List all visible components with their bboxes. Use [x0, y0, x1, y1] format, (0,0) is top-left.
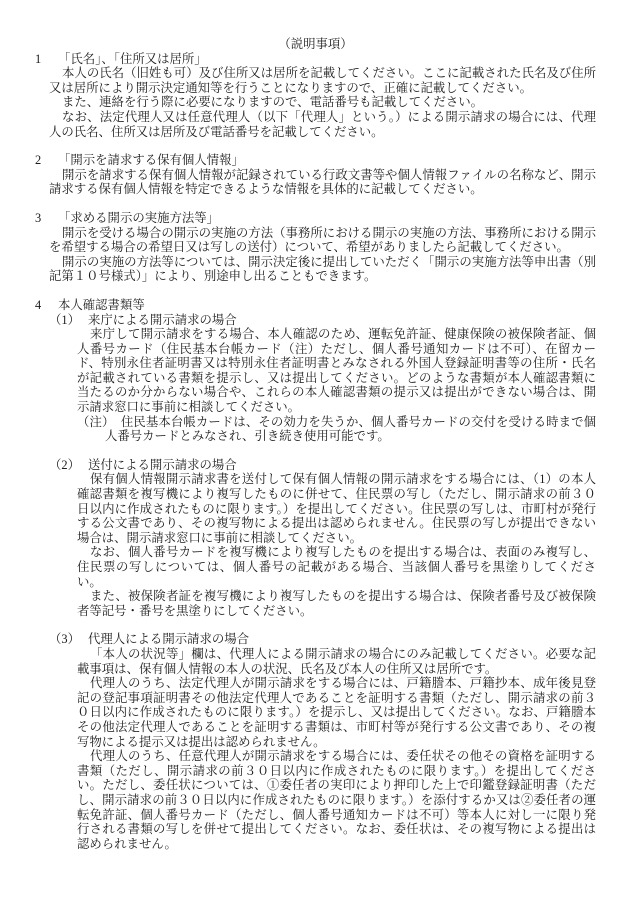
section-2: [35, 153, 596, 197]
doc-title: （説明事項）: [278, 37, 353, 51]
subsection-3: [35, 632, 596, 851]
subsection-2-heading-row: [49, 458, 596, 473]
section-3: [35, 211, 596, 284]
section-4-number: 4: [35, 297, 42, 312]
section-1-number: 1: [35, 51, 42, 66]
subsection-3-heading: 代理人による開示請求の場合: [87, 632, 250, 647]
subsection-3-paragraph: 代理人のうち、任意代理人が開示請求をする場合には、委任状その他その資格を証明する書類（ただし、開示請求の前３０日以内に作成されたものに限ります。）を提出してください。ただし、委任状については、①委任者の実印により押印した上で印鑑登録証明書（ただし、開示請求の前３０日以内に作成されたものに限ります。）を添付するか又は②委任者の運転免許証、個人番号カード（ただし、個人番号通知カードは不可）等本人に対し一に限り発行される書類の写しを併せて提出してください。なお、委任状は、その複写物による提出は認められません。: [77, 749, 596, 851]
section-4-heading-row: [35, 298, 596, 313]
subsection-1-paragraph: 来庁して開示請求をする場合、本人確認のため、運転免許証、健康保険の被保険者証、個人番号カード（住民基本台帳カード（注）ただし、個人番号通知カードは不可）、在留カード、特別永住者証明書又は特別永住者証明書とみなされる外国人登録証明書等の住所・氏名が記載されている書類を提示し、又は提出してください。どのような書類が本人確認書類に当たるのか分からない場合や、これらの本人確認書類の提示又は提出ができない場合は、開示請求窓口に事前に相談してください。: [77, 327, 596, 415]
section-1-paragraph: なお、法定代理人又は任意代理人（以下「代理人」という。）による開示請求の場合には、代理人の氏名、住所又は居所及び電話番号を記載してください。: [49, 109, 596, 139]
section-3-paragraph: 開示を受ける場合の開示の実施の方法（事務所における開示の実施の方法、事務所における開示を希望する場合の希望日又は写しの送付）について、希望がありましたら記載してください。: [49, 225, 596, 255]
subsection-3-paragraph: 代理人のうち、法定代理人が開示請求をする場合には、戸籍謄本、戸籍抄本、成年後見登記の登記事項証明書その他法定代理人であることを証明する書類（ただし、開示請求の前３０日以内に作成されたものに限ります。）を提示し、又は提出してください。なお、戸籍謄本その他法定代理人であることを証明する書類は、市町村等が発行する公文書であり、その複写物による提示又は提出は認められません。: [77, 676, 596, 749]
section-2-number: 2: [35, 153, 42, 168]
subsection-3-heading-row: [49, 632, 596, 647]
subsection-3-paragraph: 「本人の状況等」欄は、代理人による開示請求の場合にのみ記載してください。必要な記載事項は、保有個人情報の本人の状況、氏名及び本人の住所又は居所です。: [77, 646, 596, 676]
subsection-1-heading-row: [49, 313, 596, 328]
section-3-heading-row: [35, 211, 596, 226]
subsection-2-heading: 送付による開示請求の場合: [87, 457, 237, 472]
subsection-1-note: （注） 住民基本台帳カードは、その効力を失うか、個人番号カードの交付を受ける時まで個人番号カードとみなされ、引き続き使用可能です。: [77, 414, 596, 444]
section-3-paragraph: 開示の実施の方法等については、開示決定後に提出していただく「開示の実施方法等申出書（別記第１０号様式）」により、別途申し出ることもできます。: [49, 254, 596, 284]
section-1-paragraph: 本人の氏名（旧姓も可）及び住所又は居所を記載してください。ここに記載された氏名及び住所又は居所により開示決定通知等を行うことになりますので、正確に記載してください。: [49, 66, 596, 95]
subsection-2-paragraph: なお、個人番号カードを複写機により複写したものを提出する場合は、表面のみ複写し、住民票の写しについては、個人番号の記載がある場合、当該個人番号を黒塗りしてください。: [77, 545, 596, 589]
section-1-paragraph: また、連絡を行う際に必要になりますので、電話番号も記載してください。: [62, 95, 484, 110]
section-4: [35, 298, 596, 851]
section-1-heading: 「氏名」、「住所又は居所」: [58, 51, 207, 66]
subsection-2-label: （2）: [49, 457, 80, 472]
subsection-2: [35, 458, 596, 619]
section-2-heading-row: [35, 153, 596, 168]
section-2-heading: 「開示を請求する保有個人情報」: [58, 153, 244, 168]
subsection-2-paragraph: 保有個人情報開示請求書を送付して保有個人情報の開示請求をする場合には、（1）の本人確認書類を複写機により複写したものに併せて、住民票の写し（ただし、開示請求の前３０日以内に作成されたものに限ります。）を提出してください。住民票の写しは、市町村が発行する公文書であり、その複写物による提出は認められません。住民票の写しが提出できない場合は、開示請求窓口に事前に相談してください。: [77, 472, 596, 545]
subsection-3-label: （3）: [49, 632, 80, 647]
section-2-paragraph: 開示を請求する保有個人情報が記録されている行政文書等や個人情報ファイルの名称など、開示請求する保有個人情報を特定できるような情報を具体的に記載してください。: [49, 167, 596, 197]
section-1-heading-row: [35, 52, 596, 67]
section-4-heading: 本人確認書類等: [58, 297, 145, 312]
subsection-1: [35, 313, 596, 444]
subsection-1-heading: 来庁による開示請求の場合: [87, 312, 237, 327]
section-1: [35, 52, 596, 140]
section-3-heading: 「求める開示の実施方法等」: [58, 210, 220, 225]
subsection-2-paragraph: また、被保険者証を複写機により複写したものを提出する場合は、保険者番号及び被保険者等記号・番号を黒塗りにしてください。: [77, 589, 596, 618]
subsection-1-label: （1）: [49, 312, 80, 327]
section-3-number: 3: [35, 210, 42, 225]
